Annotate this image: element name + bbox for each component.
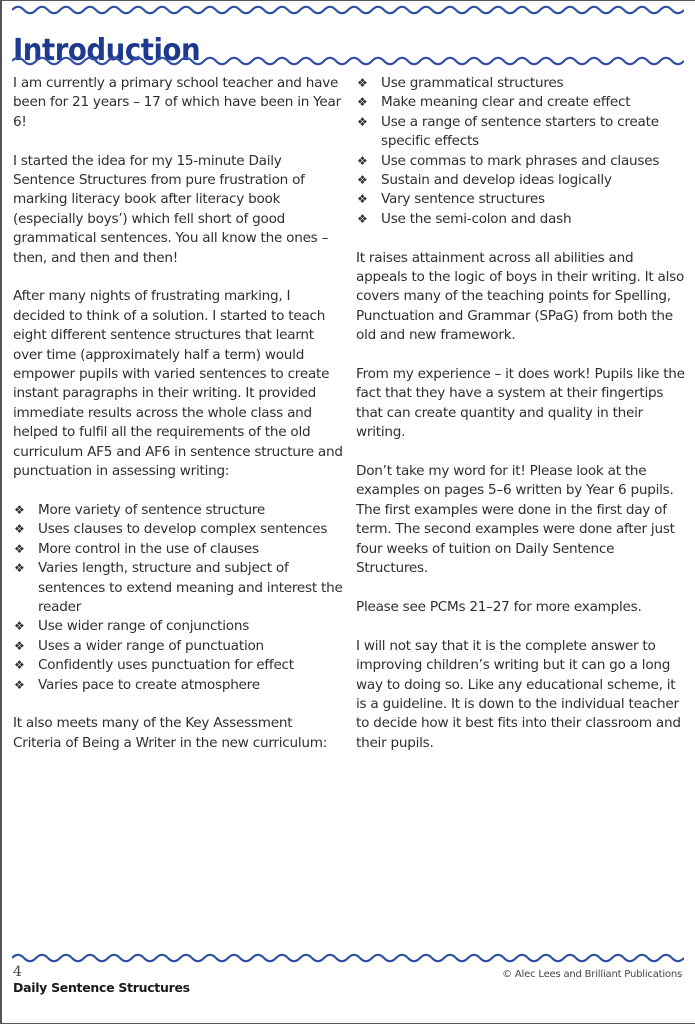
diamond-bullet-icon: ❖ — [357, 211, 368, 226]
key-criteria-paragraph: It also meets many of the Key Assessment Criteria of Being a Writer in the new curriculum: — [13, 715, 328, 751]
diamond-bullet-icon: ❖ — [357, 95, 368, 110]
experience-paragraph: From my experience – it does work! Pupils like the fact that they have a system at their fingertips that can create quantity and quality in their writing. — [356, 366, 685, 441]
diamond-bullet-icon: ❖ — [357, 114, 368, 129]
diamond-bullet-icon: ❖ — [14, 658, 25, 673]
attainment-paragraph: It raises attainment across all abilities and appeals to the logic of boys in their writing. It also covers many of the teaching points for Spelling, Punctuation and Grammar (SPaG) from both the old and new framework. — [356, 249, 685, 344]
footer-wave-divider — [12, 952, 684, 964]
diamond-bullet-icon: ❖ — [357, 76, 368, 90]
diamond-bullet-icon: ❖ — [357, 153, 368, 168]
list-item: ❖ Make meaning clear and create effect — [356, 93, 686, 112]
list-item: ❖ More control in the use of clauses — [13, 540, 343, 559]
solution-paragraph: After many nights of frustrating marking, I decided to think of a solution. I started to teach eight different sentence structures that learnt over time (approximately half a term) would empower pupils with varied sentences to create instant paragraphs in their writing. It provided immediate results across the whole class and helped to fulfil all the requirements of the old curriculum AF5 and AF6 in sentence structure and punctuation in assessing writing: — [13, 288, 343, 480]
diamond-bullet-icon: ❖ — [14, 502, 25, 517]
list-item: ❖ Use grammatical structures — [356, 74, 686, 93]
list-item: ❖ Vary sentence structures — [356, 190, 686, 209]
title-wave-divider — [12, 55, 684, 67]
key-criteria-list — [356, 74, 686, 229]
list-item: ❖ Confidently uses punctuation for effect — [13, 656, 343, 675]
list-item: ❖ Uses clauses to develop complex sentences — [13, 520, 343, 539]
intro-paragraph: I am currently a primary school teacher and have been for 21 years – 17 of which have been in Year 6! — [13, 75, 341, 130]
diamond-bullet-icon: ❖ — [14, 677, 25, 692]
diamond-bullet-icon: ❖ — [14, 561, 25, 576]
list-item: ❖ Use wider range of conjunctions — [13, 617, 343, 636]
diamond-bullet-icon: ❖ — [14, 541, 25, 556]
page-number: 4 — [13, 964, 22, 980]
page-title: Introduction — [13, 33, 201, 69]
diamond-bullet-icon: ❖ — [14, 638, 25, 653]
conclusion-paragraph: I will not say that it is the complete answer to improving children’s writing but it can go a long way to doing so. Like any educational scheme, it is a guideline. It is down to the individual teacher to decide how it best fits into their classroom and their pupils. — [356, 637, 681, 751]
examples-paragraph: Don’t take my word for it! Please look at the examples on pages 5–6 written by Year 6 pupils. The first examples were done in the first day of term. The second examples were done after just four weeks of tuition on Daily Sentence Structures. — [356, 463, 675, 577]
book-title: Daily Sentence Structures — [13, 980, 190, 995]
list-item: ❖ Use a range of sentence starters to create specific effects — [357, 113, 659, 150]
left-column — [13, 74, 343, 773]
origin-paragraph: I started the idea for my 15-minute Daily Sentence Structures from pure frustration of marking literacy book after literacy book (especially boys’) which fell short of good grammatical sentences. You all know the ones – then, and then and then! — [13, 152, 329, 266]
list-item: ❖ More variety of sentence structure — [13, 501, 343, 520]
af-criteria-list — [13, 501, 343, 695]
diamond-bullet-icon: ❖ — [357, 192, 368, 207]
diamond-bullet-icon: ❖ — [14, 522, 25, 537]
diamond-bullet-icon: ❖ — [14, 619, 25, 634]
list-item: ❖ Use the semi-colon and dash — [356, 210, 686, 229]
pcm-reference-paragraph: Please see PCMs 21–27 for more examples. — [356, 598, 642, 615]
list-item: ❖ Varies pace to create atmosphere — [13, 676, 343, 695]
list-item: ❖ Uses a wider range of punctuation — [13, 637, 343, 656]
list-item: ❖ Use commas to mark phrases and clauses — [356, 152, 686, 171]
copyright-notice: © Alec Lees and Brilliant Publications — [502, 969, 682, 980]
list-item: ❖ Sustain and develop ideas logically — [356, 171, 686, 190]
right-column — [356, 74, 686, 773]
diamond-bullet-icon: ❖ — [357, 173, 368, 188]
top-wave-divider — [12, 4, 684, 16]
list-item: ❖ Varies length, structure and subject of sentences to extend meaning and interest the reader — [14, 560, 343, 615]
